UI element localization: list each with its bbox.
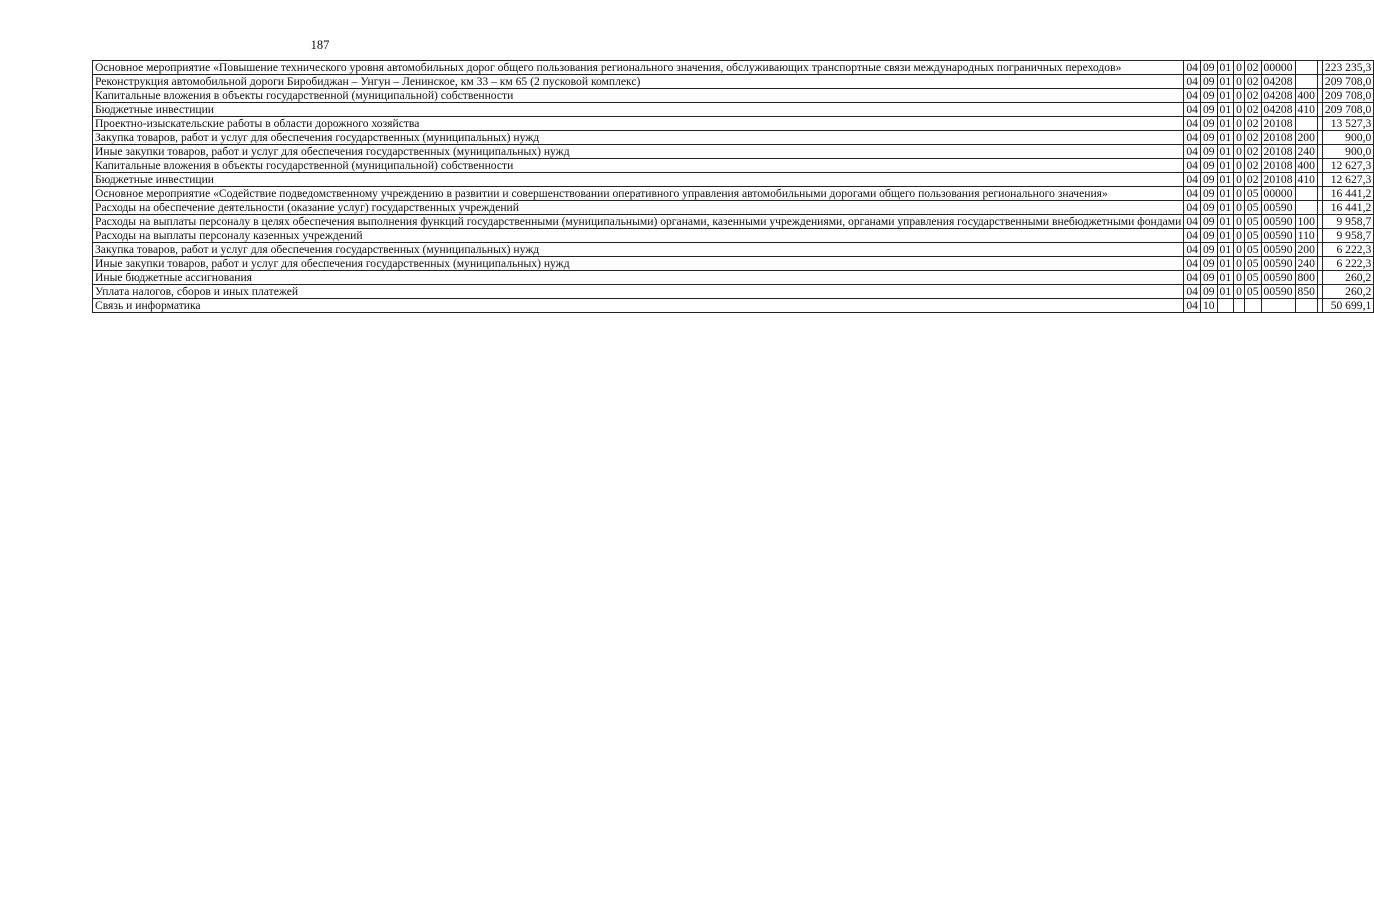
row-subsection: 09 xyxy=(1200,75,1217,89)
row-subprogram: 0 xyxy=(1234,61,1245,75)
table-row xyxy=(93,299,1374,313)
row-activity: 05 xyxy=(1244,257,1261,271)
row-subprogram: 0 xyxy=(1234,187,1245,201)
table-row xyxy=(93,131,1374,145)
table-row xyxy=(93,201,1374,215)
row-activity: 05 xyxy=(1244,285,1261,299)
row-amount: 6 222,3 xyxy=(1322,257,1373,271)
row-subprogram: 0 xyxy=(1234,173,1245,187)
row-section: 04 xyxy=(1184,89,1201,103)
row-program: 01 xyxy=(1217,271,1234,285)
row-subprogram: 0 xyxy=(1234,257,1245,271)
row-name: Расходы на обеспечение деятельности (оказание услуг) государственных учреждений xyxy=(93,201,1184,215)
row-subprogram: 0 xyxy=(1234,103,1245,117)
table-row xyxy=(93,173,1374,187)
row-subprogram: 0 xyxy=(1234,285,1245,299)
row-name: Расходы на выплаты персоналу казенных учреждений xyxy=(93,229,1184,243)
row-subsection: 09 xyxy=(1200,243,1217,257)
row-amount: 260,2 xyxy=(1322,285,1373,299)
row-expense-type: 110 xyxy=(1295,229,1317,243)
row-program: 01 xyxy=(1217,229,1234,243)
row-name: Проектно-изыскательские работы в области дорожного хозяйства xyxy=(93,117,1184,131)
row-amount: 260,2 xyxy=(1322,271,1373,285)
row-direction xyxy=(1261,299,1295,313)
row-amount: 6 222,3 xyxy=(1322,243,1373,257)
row-subprogram: 0 xyxy=(1234,215,1245,229)
row-direction: 00590 xyxy=(1261,271,1295,285)
row-program: 01 xyxy=(1217,131,1234,145)
table-row xyxy=(93,187,1374,201)
row-name: Основное мероприятие «Содействие подведомственному учреждению в развитии и совершенствовании оперативного управления автомобильными дорогами общего пользования регионального значения» xyxy=(93,187,1184,201)
row-activity xyxy=(1244,299,1261,313)
row-name: Закупка товаров, работ и услуг для обеспечения государственных (муниципальных) нужд xyxy=(93,243,1184,257)
row-name: Бюджетные инвестиции xyxy=(93,103,1184,117)
row-name: Капитальные вложения в объекты государственной (муниципальной) собственности xyxy=(93,89,1184,103)
row-subsection: 09 xyxy=(1200,271,1217,285)
row-section: 04 xyxy=(1184,117,1201,131)
row-subsection: 10 xyxy=(1200,299,1217,313)
table-row xyxy=(93,285,1374,299)
row-expense-type: 240 xyxy=(1295,257,1317,271)
row-section: 04 xyxy=(1184,145,1201,159)
row-expense-type xyxy=(1295,201,1317,215)
table-row xyxy=(93,257,1374,271)
row-direction: 00590 xyxy=(1261,201,1295,215)
table-row xyxy=(93,103,1374,117)
row-amount: 209 708,0 xyxy=(1322,75,1373,89)
row-direction: 20108 xyxy=(1261,173,1295,187)
row-subprogram: 0 xyxy=(1234,89,1245,103)
row-section: 04 xyxy=(1184,257,1201,271)
row-section: 04 xyxy=(1184,159,1201,173)
row-activity: 05 xyxy=(1244,201,1261,215)
row-subprogram: 0 xyxy=(1234,271,1245,285)
row-subprogram: 0 xyxy=(1234,117,1245,131)
row-subsection: 09 xyxy=(1200,229,1217,243)
row-name: Закупка товаров, работ и услуг для обеспечения государственных (муниципальных) нужд xyxy=(93,131,1184,145)
row-activity: 02 xyxy=(1244,159,1261,173)
page-number: 187 xyxy=(310,38,330,52)
row-amount: 209 708,0 xyxy=(1322,103,1373,117)
row-subsection: 09 xyxy=(1200,257,1217,271)
row-expense-type: 100 xyxy=(1295,215,1317,229)
row-name: Иные закупки товаров, работ и услуг для обеспечения государственных (муниципальных) нужд xyxy=(93,145,1184,159)
row-section: 04 xyxy=(1184,271,1201,285)
row-section: 04 xyxy=(1184,201,1201,215)
row-subprogram: 0 xyxy=(1234,159,1245,173)
row-expense-type xyxy=(1295,61,1317,75)
row-program: 01 xyxy=(1217,257,1234,271)
row-amount: 900,0 xyxy=(1322,145,1373,159)
row-expense-type: 800 xyxy=(1295,271,1317,285)
table-row xyxy=(93,117,1374,131)
row-amount: 13 527,3 xyxy=(1322,117,1373,131)
row-name: Бюджетные инвестиции xyxy=(93,173,1184,187)
row-subsection: 09 xyxy=(1200,173,1217,187)
row-direction: 00590 xyxy=(1261,285,1295,299)
row-section: 04 xyxy=(1184,243,1201,257)
row-program: 01 xyxy=(1217,145,1234,159)
row-program: 01 xyxy=(1217,285,1234,299)
row-subprogram: 0 xyxy=(1234,243,1245,257)
row-direction: 20108 xyxy=(1261,145,1295,159)
row-program: 01 xyxy=(1217,215,1234,229)
row-subsection: 09 xyxy=(1200,61,1217,75)
row-subprogram: 0 xyxy=(1234,75,1245,89)
row-name: Основное мероприятие «Повышение технического уровня автомобильных дорог общего пользования регионального значения, обслуживающих транспортные связи международных пограничных переходов» xyxy=(93,61,1184,75)
row-expense-type: 850 xyxy=(1295,285,1317,299)
row-expense-type: 400 xyxy=(1295,159,1317,173)
row-direction: 20108 xyxy=(1261,131,1295,145)
row-program: 01 xyxy=(1217,173,1234,187)
row-subsection: 09 xyxy=(1200,103,1217,117)
row-subsection: 09 xyxy=(1200,131,1217,145)
row-activity: 05 xyxy=(1244,271,1261,285)
row-expense-type xyxy=(1295,187,1317,201)
row-subprogram: 0 xyxy=(1234,229,1245,243)
table-row xyxy=(93,89,1374,103)
row-activity: 05 xyxy=(1244,215,1261,229)
row-amount: 9 958,7 xyxy=(1322,229,1373,243)
row-direction: 20108 xyxy=(1261,117,1295,131)
row-amount: 9 958,7 xyxy=(1322,215,1373,229)
budget-table xyxy=(92,60,1374,313)
row-section: 04 xyxy=(1184,229,1201,243)
row-expense-type: 200 xyxy=(1295,243,1317,257)
table-row xyxy=(93,243,1374,257)
row-activity: 05 xyxy=(1244,243,1261,257)
row-name: Реконструкция автомобильной дороги Биробиджан – Унгун – Ленинское, км 33 – км 65 (2 пусковой комплекс) xyxy=(93,75,1184,89)
row-section: 04 xyxy=(1184,131,1201,145)
row-section: 04 xyxy=(1184,285,1201,299)
row-subsection: 09 xyxy=(1200,187,1217,201)
row-amount: 12 627,3 xyxy=(1322,173,1373,187)
row-subprogram: 0 xyxy=(1234,145,1245,159)
row-program: 01 xyxy=(1217,243,1234,257)
row-amount: 16 441,2 xyxy=(1322,187,1373,201)
table-row xyxy=(93,159,1374,173)
row-name: Иные закупки товаров, работ и услуг для обеспечения государственных (муниципальных) нужд xyxy=(93,257,1184,271)
row-program: 01 xyxy=(1217,61,1234,75)
row-name: Капитальные вложения в объекты государственной (муниципальной) собственности xyxy=(93,159,1184,173)
row-section: 04 xyxy=(1184,61,1201,75)
row-program: 01 xyxy=(1217,89,1234,103)
table-row xyxy=(93,215,1374,229)
row-program: 01 xyxy=(1217,103,1234,117)
row-activity: 05 xyxy=(1244,187,1261,201)
row-expense-type: 410 xyxy=(1295,103,1317,117)
row-name: Иные бюджетные ассигнования xyxy=(93,271,1184,285)
row-subsection: 09 xyxy=(1200,215,1217,229)
row-direction: 00590 xyxy=(1261,229,1295,243)
row-activity: 02 xyxy=(1244,103,1261,117)
row-activity: 02 xyxy=(1244,131,1261,145)
row-expense-type: 200 xyxy=(1295,131,1317,145)
row-expense-type xyxy=(1295,117,1317,131)
row-name: Уплата налогов, сборов и иных платежей xyxy=(93,285,1184,299)
row-program: 01 xyxy=(1217,117,1234,131)
row-subsection: 09 xyxy=(1200,89,1217,103)
row-expense-type: 240 xyxy=(1295,145,1317,159)
row-program: 01 xyxy=(1217,187,1234,201)
table-row xyxy=(93,61,1374,75)
row-subsection: 09 xyxy=(1200,201,1217,215)
row-name: Расходы на выплаты персоналу в целях обеспечения выполнения функций государственными (муниципальными) органами, казенными учреждениями, органами управления государственными внебюджетными фондами xyxy=(93,215,1184,229)
row-direction: 00590 xyxy=(1261,215,1295,229)
row-amount: 223 235,3 xyxy=(1322,61,1373,75)
row-expense-type xyxy=(1295,75,1317,89)
row-amount: 900,0 xyxy=(1322,131,1373,145)
table-row xyxy=(93,75,1374,89)
row-activity: 02 xyxy=(1244,173,1261,187)
row-direction: 04208 xyxy=(1261,89,1295,103)
row-subsection: 09 xyxy=(1200,285,1217,299)
row-subsection: 09 xyxy=(1200,145,1217,159)
row-section: 04 xyxy=(1184,103,1201,117)
row-direction: 04208 xyxy=(1261,103,1295,117)
row-direction: 00000 xyxy=(1261,61,1295,75)
row-amount: 209 708,0 xyxy=(1322,89,1373,103)
row-direction: 00590 xyxy=(1261,243,1295,257)
row-program: 01 xyxy=(1217,159,1234,173)
row-amount: 16 441,2 xyxy=(1322,201,1373,215)
row-direction: 20108 xyxy=(1261,159,1295,173)
row-section: 04 xyxy=(1184,299,1201,313)
row-program: 01 xyxy=(1217,201,1234,215)
row-direction: 00590 xyxy=(1261,257,1295,271)
row-expense-type: 410 xyxy=(1295,173,1317,187)
row-subsection: 09 xyxy=(1200,159,1217,173)
table-row xyxy=(93,145,1374,159)
row-activity: 02 xyxy=(1244,61,1261,75)
row-section: 04 xyxy=(1184,75,1201,89)
row-activity: 02 xyxy=(1244,89,1261,103)
row-expense-type: 400 xyxy=(1295,89,1317,103)
row-activity: 02 xyxy=(1244,75,1261,89)
row-activity: 02 xyxy=(1244,145,1261,159)
row-section: 04 xyxy=(1184,187,1201,201)
row-subsection: 09 xyxy=(1200,117,1217,131)
row-amount: 50 699,1 xyxy=(1322,299,1373,313)
row-section: 04 xyxy=(1184,173,1201,187)
row-subprogram: 0 xyxy=(1234,131,1245,145)
row-section: 04 xyxy=(1184,215,1201,229)
table-row xyxy=(93,229,1374,243)
row-subprogram xyxy=(1234,299,1245,313)
row-subprogram: 0 xyxy=(1234,201,1245,215)
row-program: 01 xyxy=(1217,75,1234,89)
row-direction: 04208 xyxy=(1261,75,1295,89)
row-expense-type xyxy=(1295,299,1317,313)
row-activity: 02 xyxy=(1244,117,1261,131)
row-amount: 12 627,3 xyxy=(1322,159,1373,173)
row-name: Связь и информатика xyxy=(93,299,1184,313)
table-row xyxy=(93,271,1374,285)
row-direction: 00000 xyxy=(1261,187,1295,201)
row-activity: 05 xyxy=(1244,229,1261,243)
row-program xyxy=(1217,299,1234,313)
